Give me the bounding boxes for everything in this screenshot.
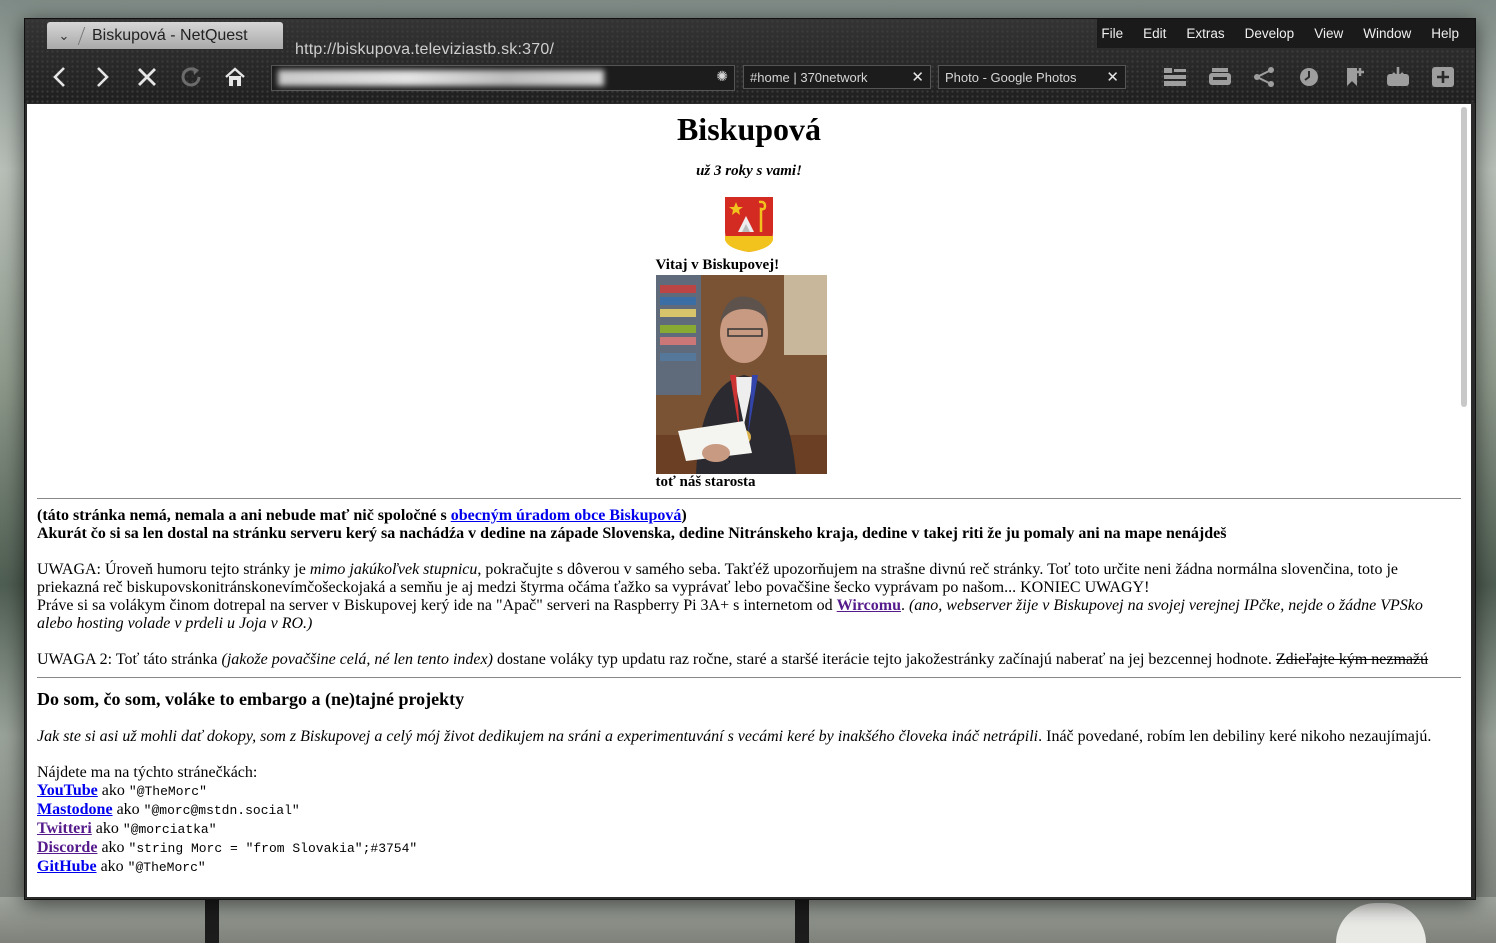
menu-help[interactable]: Help: [1431, 26, 1459, 41]
mastodon-link[interactable]: Mastodone: [37, 801, 113, 818]
youtube-link[interactable]: YouTube: [37, 782, 98, 799]
ako-text: ako: [97, 839, 129, 856]
desk-post: [795, 897, 809, 943]
menu-file[interactable]: File: [1101, 26, 1124, 41]
section-heading: Do som, čo som, voláke to embargo a (ne)tajné projekty: [37, 689, 465, 709]
desktop-shelf: [0, 897, 1496, 943]
github-link[interactable]: GitHube: [37, 858, 97, 875]
menu-window[interactable]: Window: [1363, 26, 1412, 41]
server-info-note: (ano, webserver žije v Biskupovej na svojej verejnej IPčke, nejde o žádne VPSko alebo hosting volade v prdeli u Joja v RO.): [37, 597, 1423, 632]
mayor-block: [656, 257, 827, 490]
address-bar[interactable]: [271, 65, 735, 91]
ako-text: ako: [112, 801, 144, 818]
browser-window: [24, 18, 1476, 900]
tagline: už 3 roky s vami!: [696, 163, 802, 179]
new-tab-icon[interactable]: [1420, 63, 1465, 91]
ako-text: ako: [97, 782, 129, 799]
social-list: [37, 764, 1461, 877]
warning-1: [37, 561, 1461, 633]
social-handle: "@morciatka": [122, 822, 217, 837]
warning-text: UWAGA: Úroveň humoru tejto stránky je: [37, 561, 310, 578]
disclaimer-text: (táto stránka nemá, nemala a ani nebude mať nič spoločné s: [37, 507, 451, 524]
stop-icon[interactable]: [125, 63, 169, 91]
strikethrough-text: Zdieľajte kým nezmažú: [1275, 651, 1429, 668]
disclaimer: [37, 507, 1461, 543]
page-title: Biskupová: [676, 111, 822, 147]
ako-text: ako: [96, 858, 128, 875]
discord-link[interactable]: Discorde: [37, 839, 98, 856]
tools-toolbar: [1153, 63, 1465, 91]
reload-icon[interactable]: [169, 63, 213, 91]
disclaimer-line2: Akurát čo si sa len dostal na stránku serveru kerý sa nachádźa v dedine na západe Slovenska, dedine Nitránskeho kraja, dedine v takej riti že ju pomaly ani na mape nenájdeš: [37, 525, 1227, 542]
tab-google-photos[interactable]: [938, 65, 1126, 89]
sidebar-icon[interactable]: [1153, 63, 1198, 91]
menu-view[interactable]: View: [1314, 26, 1344, 41]
loading-spinner-icon: ✺: [716, 68, 728, 84]
about-paragraph: [37, 728, 1461, 746]
divider: [37, 677, 1461, 678]
social-handle: "@TheMorc": [127, 860, 206, 875]
mayor-photo: [656, 275, 827, 474]
tab-label: Photo - Google Photos: [945, 69, 1077, 85]
tab-home-370network[interactable]: [743, 65, 931, 89]
home-icon[interactable]: [213, 63, 257, 91]
close-tab-icon[interactable]: ✕: [1106, 69, 1119, 86]
divider: [37, 498, 1461, 499]
social-intro: Nájdete ma na týchto stránečkách:: [37, 764, 258, 781]
vertical-scrollbar[interactable]: [1461, 107, 1467, 407]
menu-bar: [1097, 19, 1475, 48]
share-icon[interactable]: [1242, 63, 1287, 91]
menu-edit[interactable]: Edit: [1143, 26, 1167, 41]
social-handle: "@morc@mstdn.social": [143, 803, 300, 818]
social-handle: "string Morc = "from Slovakia";#3754": [128, 841, 418, 856]
warning-text: dostane voláky typ updatu raz ročne, staré a staršé iterácie tejto jakožestránky začínajú naberať na jej bezcennej hodnote.: [492, 651, 1276, 668]
close-tab-icon[interactable]: ✕: [911, 69, 924, 86]
warning-emphasis: mimo jakúkoľvek stupnicu: [309, 561, 478, 578]
about-text: . Ináč povedané, robím len debiliny keré nikoho nezaujímajú.: [1038, 728, 1432, 745]
desk-post: [205, 897, 219, 943]
welcome-text: Vitaj v Biskupovej!: [655, 257, 780, 273]
menu-extras[interactable]: Extras: [1186, 26, 1225, 41]
print-icon[interactable]: [1197, 63, 1242, 91]
chevron-down-icon[interactable]: ⌄: [58, 27, 70, 43]
page-viewport[interactable]: [27, 104, 1471, 897]
web-page: [37, 104, 1461, 877]
ako-text: ako: [91, 820, 123, 837]
warning-text: UWAGA 2: Toť táto stránka: [37, 651, 222, 668]
wircom-link[interactable]: Wircomu: [836, 597, 901, 614]
server-info-text: .: [900, 597, 909, 614]
blurred-url: [278, 70, 604, 86]
window-title-tab[interactable]: [47, 22, 283, 49]
warning-text: , pokračujte s dôverou v samého seba. Takťéž upozorňujem na strašne divnú reč stránky. Toť toto určite neni žádna normálna slovenčina, toto je priekazná reč biskupovskonitránskonevímčošeckojaká a semňu je aj medzi štyrma očáma ťažko sa vyprávať lebo povačšine šecko vyprávam po našom... KONIEC UWAGY!: [37, 561, 1399, 596]
bookmark-add-icon[interactable]: [1331, 63, 1376, 91]
warning-emphasis: (jakože povačšine celá, né len tento index): [221, 651, 493, 668]
browser-chrome: [25, 19, 1475, 103]
coat-of-arms-image: [724, 196, 774, 253]
downloads-icon[interactable]: [1376, 63, 1421, 91]
municipality-link[interactable]: obecným úradom obce Biskupová: [450, 507, 682, 524]
forward-icon[interactable]: [81, 63, 125, 91]
tab-label: #home | 370network: [750, 69, 868, 85]
window-title: Biskupová - NetQuest: [92, 26, 248, 44]
about-emphasis: Jak ste si asi už mohli dať dokopy, som z Biskupovej a celý mój život dedikujem na sráni a experimentuvání s vecámi keré by inakšého človeka ináč netrápili: [37, 728, 1039, 745]
history-icon[interactable]: [1287, 63, 1332, 91]
photo-caption: toť náš starosta: [655, 474, 756, 490]
twitter-link[interactable]: Twitteri: [37, 820, 92, 837]
disclaimer-text: ): [681, 507, 687, 524]
back-icon[interactable]: [37, 63, 81, 91]
url-display: http://biskupova.televiziastb.sk:370/: [295, 41, 555, 58]
menu-develop[interactable]: Develop: [1244, 26, 1295, 41]
server-info-text: Práve si sa volákym činom dotrepal na server v Biskupovej kerý ide na "Apač" serveri na Raspberry Pi 3A+ s internetom od: [37, 597, 837, 614]
navigation-toolbar: [37, 63, 257, 91]
social-handle: "@TheMorc": [128, 784, 207, 799]
warning-2: [37, 651, 1461, 669]
